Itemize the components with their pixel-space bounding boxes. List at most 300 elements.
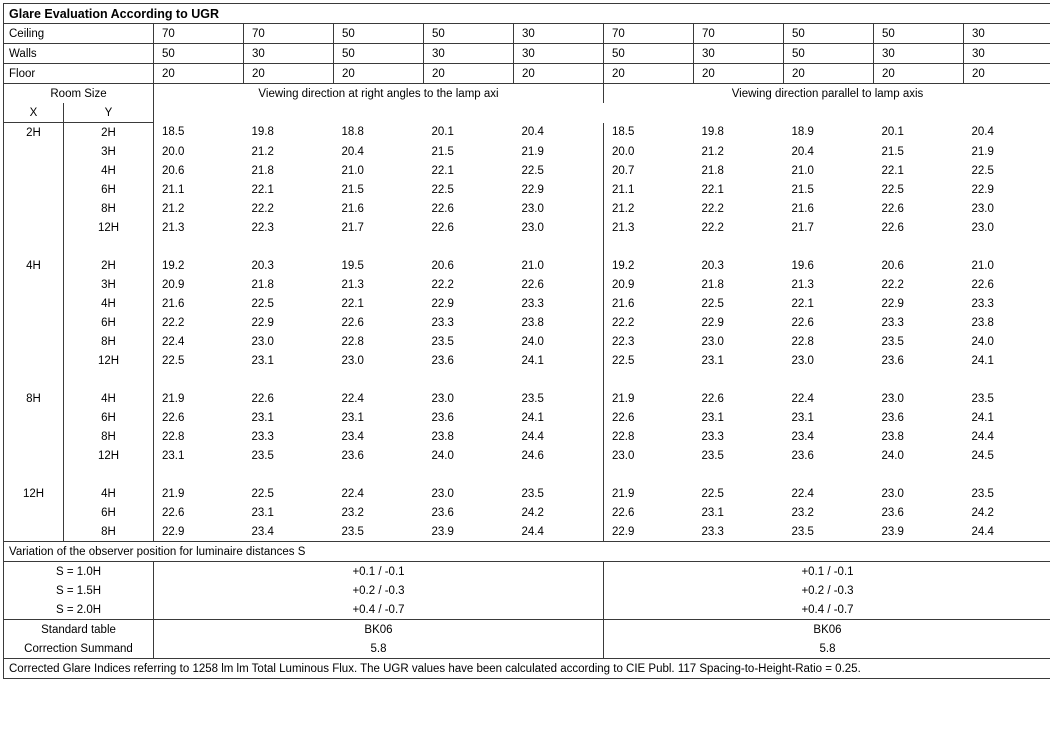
header-row-roomsize [4,84,1050,104]
ugr-value: 23.1 [701,354,724,367]
group-x-spacer [4,408,64,427]
header-x: X [4,103,64,123]
footnote-text: Corrected Glare Indices referring to 1258 lm lm Total Luminous Flux. The UGR values have been calculated according to CIE Publ. 117 Spacing-to-Height-Ratio = 0.25. [4,659,1050,679]
spacer-cell [4,237,64,256]
data-row [4,294,1050,313]
reflectance-walls-10: 30 [964,44,1050,64]
row-y-label: 6H [64,313,154,332]
ugr-value: 23.4 [791,430,814,443]
ugr-value: 21.9 [964,142,1050,161]
variation-row [4,581,1050,600]
spacer-cell [4,370,64,389]
ugr-value: 21.2 [612,202,635,215]
row-y-label: 6H [64,408,154,427]
row-y-label: 8H [64,522,154,542]
group-x-spacer [4,446,64,465]
ugr-value: 21.5 [881,145,904,158]
ugr-value: 22.4 [791,392,814,405]
ugr-value: 22.5 [431,183,454,196]
ugr-value: 23.8 [514,313,604,332]
ugr-value: 21.6 [612,297,635,310]
ugr-value: 23.1 [701,411,724,424]
ugr-value: 23.6 [881,411,904,424]
row-y-label: 4H [64,161,154,180]
ugr-value: 23.6 [431,506,454,519]
reflectance-walls-5: 30 [514,44,604,64]
variation-row [4,562,1050,582]
reflectance-ceiling-9: 50 [874,24,964,44]
group-x-spacer [4,313,64,332]
ugr-value: 21.8 [251,164,274,177]
ugr-value: 20.4 [341,145,364,158]
ugr-value: 22.6 [701,392,724,405]
reflectance-ceiling-6: 70 [604,24,694,44]
group-x-spacer [4,522,64,542]
spacer-cell [514,370,604,389]
spacer-cell [64,370,154,389]
ugr-value: 24.0 [881,449,904,462]
reflectance-ceiling-8: 50 [784,24,874,44]
footnote-row [4,659,1050,679]
reflectance-row-walls [4,44,1050,64]
ugr-value: 22.4 [341,392,364,405]
correction-summand-parallel: 5.8 [604,639,1050,659]
ugr-value: 22.2 [251,202,274,215]
ugr-value: 22.6 [514,275,604,294]
spacer-cell [964,370,1050,389]
ugr-value: 21.6 [162,297,185,310]
reflectance-walls-7: 30 [694,44,784,64]
reflectance-floor-5: 20 [514,64,604,84]
ugr-value: 20.0 [162,145,185,158]
correction-summand-perpendicular: 5.8 [154,639,604,659]
ugr-value: 20.4 [791,145,814,158]
ugr-value: 23.3 [251,430,274,443]
ugr-value: 22.2 [612,316,635,329]
reflectance-walls-2: 30 [244,44,334,64]
ugr-value: 22.3 [251,221,274,234]
row-y-label: 2H [64,256,154,275]
data-row [4,313,1050,332]
data-row [4,503,1050,522]
spacer-cell [154,465,514,484]
ugr-value: 19.8 [251,126,274,139]
reflectance-row-floor [4,64,1050,84]
ugr-value: 23.0 [881,392,904,405]
variation-title-row [4,542,1050,562]
group-spacer-row [4,465,1050,484]
reflectance-floor-8: 20 [784,64,874,84]
ugr-value: 21.9 [162,392,185,405]
ugr-value: 23.8 [964,313,1050,332]
data-row [4,142,1050,161]
ugr-value: 21.8 [701,164,724,177]
ugr-value: 21.3 [791,278,814,291]
ugr-value: 24.4 [514,522,604,542]
ugr-value: 23.3 [881,316,904,329]
header-spacer-parallel [604,103,1050,123]
ugr-value: 21.0 [964,256,1050,275]
ugr-value: 22.2 [431,278,454,291]
data-row [4,427,1050,446]
ugr-value: 22.1 [881,164,904,177]
ugr-value: 21.2 [162,202,185,215]
ugr-value: 23.0 [964,218,1050,237]
row-y-label: 8H [64,427,154,446]
ugr-value: 21.3 [162,221,185,234]
reflectance-label-ceiling: Ceiling [4,24,154,44]
ugr-value: 22.8 [162,430,185,443]
ugr-value: 22.5 [964,161,1050,180]
ugr-value: 20.4 [964,123,1050,143]
spacer-cell [64,465,154,484]
ugr-value: 23.5 [881,335,904,348]
ugr-value: 19.8 [701,126,724,139]
ugr-value: 21.9 [612,392,635,405]
row-y-label: 4H [64,484,154,503]
ugr-value: 22.6 [431,202,454,215]
ugr-value: 23.6 [881,506,904,519]
ugr-table [3,3,1050,679]
ugr-value: 22.5 [251,487,274,500]
ugr-value: 22.6 [251,392,274,405]
ugr-value: 23.2 [341,506,364,519]
ugr-value: 21.9 [162,487,185,500]
ugr-value: 22.9 [431,297,454,310]
row-y-label: 12H [64,351,154,370]
ugr-value: 21.7 [791,221,814,234]
ugr-value: 23.9 [874,522,964,542]
spacer-cell [604,370,964,389]
reflectance-floor-9: 20 [874,64,964,84]
ugr-value: 24.5 [964,446,1050,465]
reflectance-ceiling-4: 50 [424,24,514,44]
ugr-value: 24.4 [514,427,604,446]
group-x-spacer [4,503,64,522]
ugr-value: 21.3 [341,278,364,291]
ugr-value: 23.1 [791,411,814,424]
ugr-value: 23.4 [341,430,364,443]
ugr-value: 23.0 [701,335,724,348]
group-x-spacer [4,275,64,294]
ugr-value: 20.1 [881,126,904,139]
ugr-value: 23.6 [791,449,814,462]
ugr-value: 18.9 [791,126,814,139]
header-direction-perpendicular: Viewing direction at right angles to the lamp axi [154,84,604,104]
data-row [4,256,1050,275]
ugr-value: 21.5 [791,183,814,196]
ugr-value: 22.2 [881,278,904,291]
data-row [4,218,1050,237]
reflectance-label-floor: Floor [4,64,154,84]
header-y: Y [64,103,154,123]
ugr-value: 24.1 [964,408,1050,427]
header-room-size: Room Size [4,84,154,104]
ugr-value: 19.2 [162,259,185,272]
standard-table-perpendicular: BK06 [154,620,604,640]
ugr-value: 23.5 [514,389,604,408]
correction-summand-label: Correction Summand [4,639,154,659]
ugr-value: 23.3 [514,294,604,313]
ugr-value: 21.7 [341,221,364,234]
spacer-cell [964,465,1050,484]
ugr-value: 23.6 [881,354,904,367]
ugr-value: 22.5 [162,354,185,367]
ugr-value: 18.8 [341,126,364,139]
reflectance-floor-6: 20 [604,64,694,84]
ugr-value: 22.6 [791,316,814,329]
data-row [4,408,1050,427]
ugr-value: 20.7 [612,164,635,177]
ugr-value: 23.5 [964,484,1050,503]
ugr-value: 22.3 [612,335,635,348]
spacer-cell [964,237,1050,256]
ugr-value: 23.1 [251,506,274,519]
ugr-value: 21.8 [251,278,274,291]
row-y-label: 3H [64,275,154,294]
reflectance-walls-4: 30 [424,44,514,64]
ugr-value: 21.3 [612,221,635,234]
ugr-value: 23.0 [881,487,904,500]
ugr-value: 20.0 [612,145,635,158]
reflectance-floor-2: 20 [244,64,334,84]
ugr-value: 22.1 [791,297,814,310]
ugr-value: 21.0 [791,164,814,177]
row-y-label: 6H [64,503,154,522]
row-y-label: 3H [64,142,154,161]
variation-value-parallel: +0.4 / -0.7 [604,600,1050,620]
ugr-value: 22.5 [251,297,274,310]
ugr-value: 23.0 [514,199,604,218]
data-row [4,522,1050,542]
data-row [4,275,1050,294]
spacer-cell [604,237,964,256]
ugr-value: 22.8 [791,335,814,348]
group-x-label: 4H [4,256,64,275]
ugr-value: 19.2 [612,259,635,272]
ugr-value: 24.6 [514,446,604,465]
reflectance-floor-10: 20 [964,64,1050,84]
spacer-cell [154,370,514,389]
ugr-value: 20.9 [612,278,635,291]
spacer-cell [64,237,154,256]
row-y-label: 4H [64,294,154,313]
data-row [4,332,1050,351]
ugr-value: 21.5 [341,183,364,196]
ugr-value: 24.1 [514,351,604,370]
ugr-value: 22.6 [341,316,364,329]
ugr-value: 24.0 [514,332,604,351]
reflectance-floor-3: 20 [334,64,424,84]
variation-label: S = 2.0H [4,600,154,620]
ugr-value: 18.5 [612,126,635,139]
standard-table-row [4,620,1050,640]
ugr-value: 21.6 [341,202,364,215]
data-row [4,123,1050,143]
row-y-label: 6H [64,180,154,199]
ugr-value: 22.9 [514,180,604,199]
ugr-value: 24.2 [964,503,1050,522]
ugr-value: 22.1 [341,297,364,310]
ugr-value: 22.6 [964,275,1050,294]
row-y-label: 2H [64,123,154,143]
ugr-value: 21.2 [701,145,724,158]
ugr-value: 23.3 [694,522,784,542]
spacer-cell [514,237,604,256]
group-x-spacer [4,351,64,370]
ugr-value: 22.6 [881,202,904,215]
reflectance-floor-7: 20 [694,64,784,84]
ugr-value: 24.1 [964,351,1050,370]
ugr-value: 20.1 [431,126,454,139]
ugr-value: 23.0 [964,199,1050,218]
group-x-spacer [4,180,64,199]
ugr-value: 23.0 [341,354,364,367]
ugr-value: 23.5 [784,522,874,542]
reflectance-walls-3: 50 [334,44,424,64]
ugr-value: 20.6 [162,164,185,177]
ugr-value: 22.5 [514,161,604,180]
ugr-value: 23.0 [514,218,604,237]
group-x-spacer [4,161,64,180]
reflectance-ceiling-7: 70 [694,24,784,44]
ugr-value: 21.0 [514,256,604,275]
group-x-spacer [4,294,64,313]
ugr-value: 21.0 [341,164,364,177]
reflectance-floor-4: 20 [424,64,514,84]
ugr-value: 23.1 [251,354,274,367]
page-title: Glare Evaluation According to UGR [4,4,1050,24]
ugr-value: 24.4 [964,522,1050,542]
group-x-label: 8H [4,389,64,408]
header-direction-parallel: Viewing direction parallel to lamp axis [604,84,1050,104]
ugr-value: 23.5 [514,484,604,503]
ugr-value: 20.3 [701,259,724,272]
ugr-value: 23.9 [424,522,514,542]
group-x-spacer [4,427,64,446]
ugr-value: 24.2 [514,503,604,522]
ugr-value: 22.2 [701,202,724,215]
ugr-value: 22.4 [791,487,814,500]
spacer-cell [154,237,514,256]
reflectance-walls-6: 50 [604,44,694,64]
ugr-value: 23.1 [341,411,364,424]
ugr-value: 23.8 [431,430,454,443]
ugr-value: 23.3 [701,430,724,443]
ugr-value: 22.5 [881,183,904,196]
ugr-value: 21.8 [701,278,724,291]
reflectance-walls-8: 50 [784,44,874,64]
ugr-value: 18.5 [162,126,185,139]
ugr-value: 24.0 [964,332,1050,351]
row-y-label: 12H [64,218,154,237]
ugr-value: 22.1 [701,183,724,196]
variation-value-perpendicular: +0.4 / -0.7 [154,600,604,620]
ugr-value: 22.9 [154,522,244,542]
variation-label: S = 1.0H [4,562,154,582]
ugr-value: 22.1 [251,183,274,196]
correction-summand-row [4,639,1050,659]
variation-row [4,600,1050,620]
ugr-value: 20.4 [514,123,604,143]
ugr-value: 23.5 [431,335,454,348]
ugr-value: 23.1 [162,449,185,462]
ugr-value: 22.6 [881,221,904,234]
ugr-value: 22.6 [612,411,635,424]
ugr-value: 22.9 [881,297,904,310]
ugr-value: 23.6 [431,354,454,367]
ugr-value: 23.5 [334,522,424,542]
ugr-value: 22.9 [251,316,274,329]
ugr-value: 23.0 [791,354,814,367]
reflectance-walls-9: 30 [874,44,964,64]
ugr-value: 23.0 [431,487,454,500]
ugr-value: 20.3 [251,259,274,272]
variation-title: Variation of the observer position for luminaire distances S [4,542,1050,562]
ugr-value: 22.6 [162,411,185,424]
ugr-value: 20.6 [431,259,454,272]
ugr-value: 21.2 [251,145,274,158]
ugr-value: 22.1 [431,164,454,177]
header-spacer-perpendicular [154,103,604,123]
row-y-label: 12H [64,446,154,465]
ugr-value: 20.6 [881,259,904,272]
data-row [4,351,1050,370]
ugr-value: 21.1 [162,183,185,196]
header-row-xy [4,103,1050,123]
data-row [4,389,1050,408]
row-y-label: 8H [64,332,154,351]
row-y-label: 4H [64,389,154,408]
data-row [4,484,1050,503]
table-title-row [4,4,1050,24]
ugr-value: 22.4 [162,335,185,348]
reflectance-floor-1: 20 [154,64,244,84]
reflectance-label-walls: Walls [4,44,154,64]
ugr-value: 23.0 [431,392,454,405]
variation-label: S = 1.5H [4,581,154,600]
spacer-cell [4,465,64,484]
ugr-value: 23.4 [244,522,334,542]
ugr-value: 23.1 [251,411,274,424]
reflectance-ceiling-1: 70 [154,24,244,44]
ugr-value: 24.4 [964,427,1050,446]
reflectance-ceiling-5: 30 [514,24,604,44]
ugr-value: 22.6 [431,221,454,234]
group-spacer-row [4,370,1050,389]
ugr-value: 22.2 [162,316,185,329]
ugr-value: 23.3 [431,316,454,329]
ugr-value: 22.9 [701,316,724,329]
ugr-value: 23.5 [964,389,1050,408]
variation-value-parallel: +0.2 / -0.3 [604,581,1050,600]
ugr-value: 23.8 [881,430,904,443]
ugr-value: 23.0 [251,335,274,348]
standard-table-label: Standard table [4,620,154,640]
ugr-value: 24.1 [514,408,604,427]
group-x-spacer [4,142,64,161]
data-row [4,199,1050,218]
variation-value-parallel: +0.1 / -0.1 [604,562,1050,582]
ugr-value: 22.6 [162,506,185,519]
reflectance-ceiling-10: 30 [964,24,1050,44]
group-x-spacer [4,218,64,237]
ugr-value: 23.2 [791,506,814,519]
reflectance-row-ceiling [4,24,1050,44]
data-row [4,180,1050,199]
variation-value-perpendicular: +0.1 / -0.1 [154,562,604,582]
ugr-value: 22.5 [701,297,724,310]
